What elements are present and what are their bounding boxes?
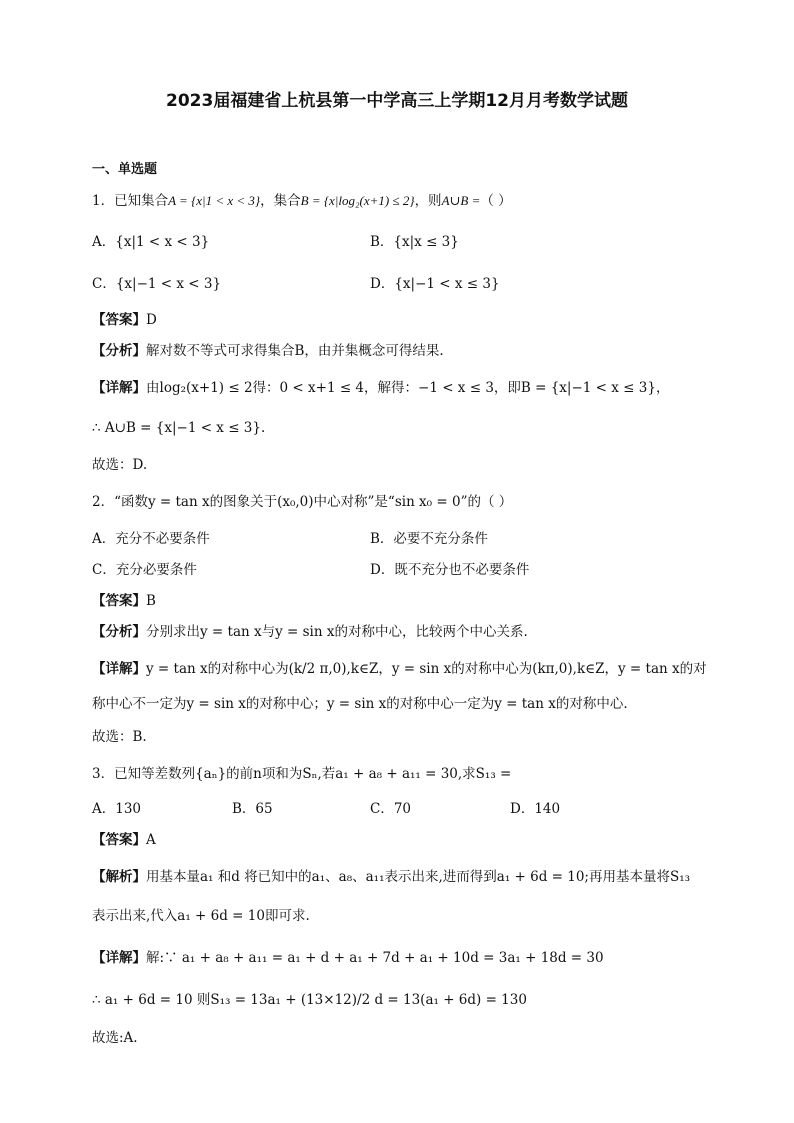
- q2-analysis: [92, 622, 528, 642]
- answer-tag: 【答案】: [92, 832, 146, 848]
- q3-option-c: C．70: [370, 801, 412, 817]
- page-title: 2023届福建省上杭县第一中学高三上学期12月月考数学试题: [166, 91, 628, 111]
- q1-union: A∪B =: [441, 193, 481, 208]
- q3-detail-2: ∴ a₁ + 6d = 10 则S₁₃ = 13a₁ + (13×12)/2 d = 13(a₁ + 6d) = 130: [92, 992, 527, 1008]
- q1-option-c: C．{x|−1 < x < 3}: [92, 276, 222, 292]
- q2-detail-text-1: y = tan x的对称中心为(k/2 π,0),k∈Z，y = sin x的对称中心为(kπ,0),k∈Z，y = tan x的对: [146, 661, 707, 677]
- q2-answer-value: B: [146, 593, 156, 609]
- q1-stem-mid: ，集合: [260, 193, 301, 209]
- q2-option-b: B．必要不充分条件: [370, 531, 488, 547]
- q1-detail-1: [92, 378, 669, 398]
- q3-option-a: A．130: [92, 801, 142, 817]
- q1-detail-text-1: 由log₂(x+1) ≤ 2得：0 < x+1 ≤ 4，解得：−1 < x ≤ 3，即B = {x|−1 < x ≤ 3}，: [146, 380, 670, 396]
- q1-option-b: B．{x|x ≤ 3}: [370, 234, 459, 250]
- q3-analysis-1: [92, 867, 690, 887]
- q1-blank: （ ）: [480, 193, 512, 209]
- q3-stem: 3．已知等差数列{aₙ}的前n项和为Sₙ,若a₁ + a₈ + a₁₁ = 30,求S₁₃ =: [92, 766, 512, 782]
- q2-option-c: C．充分必要条件: [92, 562, 197, 578]
- q1-detail-2: ∴ A∪B = {x|−1 < x ≤ 3}.: [92, 420, 266, 436]
- q1-conclusion: 故选：D.: [92, 457, 148, 473]
- q1-analysis-text: 解对数不等式可求得集合B，由并集概念可得结果.: [146, 343, 444, 359]
- analysis-tag: 【分析】: [92, 624, 146, 640]
- analysis-tag: 【分析】: [92, 343, 146, 359]
- answer-tag: 【答案】: [92, 312, 146, 328]
- q3-analysis-2: 表示出来,代入a₁ + 6d = 10即可求.: [92, 908, 310, 924]
- section-heading: 一、单选题: [92, 162, 158, 177]
- q3-option-d: D．140: [510, 801, 561, 817]
- q1-option-a: A．{x|1 < x < 3}: [92, 234, 210, 250]
- detail-tag: 【详解】: [92, 950, 146, 966]
- q1-answer: [92, 310, 157, 330]
- detail-tag: 【详解】: [92, 661, 146, 677]
- q2-detail-2: 称中心不一定为y = sin x的对称中心；y = sin x的对称中心一定为y = tan x的对称中心.: [92, 696, 628, 712]
- q3-option-b: B．65: [232, 801, 273, 817]
- q3-conclusion: 故选:A.: [92, 1030, 138, 1046]
- q2-conclusion: 故选：B.: [92, 729, 147, 745]
- q2-analysis-text: 分别求出y = tan x与y = sin x的对称中心，比较两个中心关系.: [146, 624, 528, 640]
- q1-stem-prefix: 1．已知集合: [92, 193, 169, 209]
- q1-option-d: D．{x|−1 < x ≤ 3}: [370, 276, 500, 292]
- q1-answer-value: D: [146, 312, 157, 328]
- q2-option-d: D．既不充分也不必要条件: [370, 562, 530, 578]
- q2-answer: [92, 591, 156, 611]
- q3-analysis-text-1: 用基本量a₁ 和d 将已知中的a₁、a₈、a₁₁表示出来,进而得到a₁ + 6d = 10;再用基本量将S₁₃: [146, 869, 691, 885]
- q1-stem-suffix: ，则: [414, 193, 442, 209]
- q2-option-a: A．充分不必要条件: [92, 531, 210, 547]
- analysis-tag: 【解析】: [92, 869, 146, 885]
- q1-stem: [92, 191, 512, 211]
- q1-analysis: [92, 341, 444, 361]
- q1-set-b: B = {x|log₂(x+1) ≤ 2}: [300, 193, 415, 208]
- q1-set-a: A = {x|1 < x < 3}: [168, 193, 261, 208]
- detail-tag: 【详解】: [92, 380, 146, 396]
- q3-answer: [92, 830, 156, 850]
- q3-detail-text-1: 解:∵ a₁ + a₈ + a₁₁ = a₁ + d + a₁ + 7d + a₁ + 10d = 3a₁ + 18d = 30: [146, 950, 604, 966]
- answer-tag: 【答案】: [92, 593, 146, 609]
- q2-detail-1: [92, 659, 707, 679]
- q2-stem: 2．“函数y = tan x的图象关于(x₀,0)中心对称”是“sin x₀ = 0”的（ ）: [92, 494, 513, 510]
- q3-detail-1: [92, 948, 604, 968]
- q3-answer-value: A: [146, 832, 156, 848]
